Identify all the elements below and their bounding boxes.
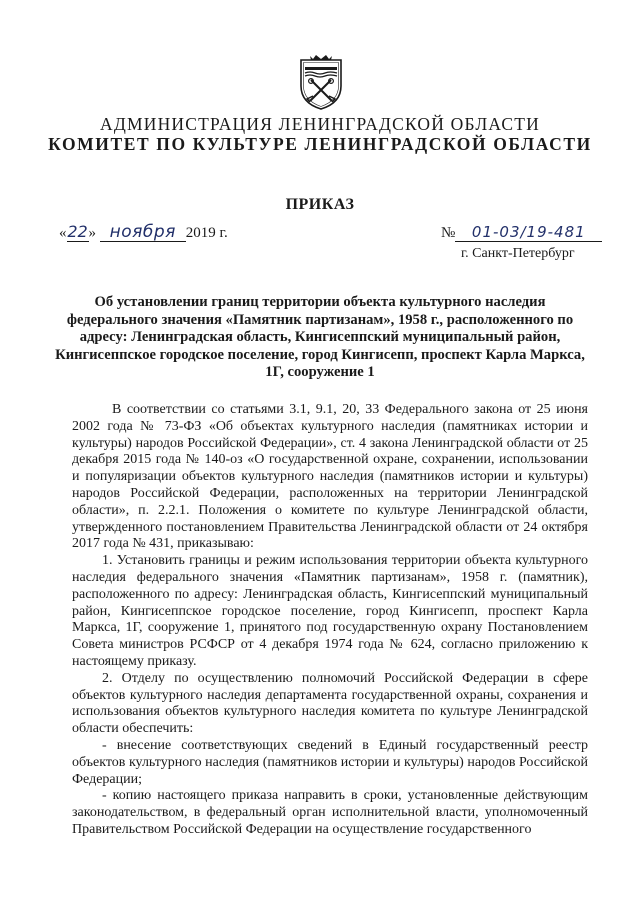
order-subject: Об установлении границ территории объекта культурного наследия федерального значения «Памятник партизанам», 1958 г., расположенного по адресу: Ленинградская область, Кингисеппский муниципальный район, Кингисеппское городское поселение, город Кингисепп, проспект Карла Маркса, 1Г, сооружение 1 — [55, 294, 585, 381]
issuing-city: г. Санкт-Петербург — [461, 246, 575, 261]
paragraph-subitem-copy: - копию настоящего приказа направить в сроки, установленные действующим законодательством, в федеральный орган исполнительной власти, уполномоченный Правительством Российской Федерации на осуществление государственного — [72, 788, 588, 837]
date-quote-close: » — [88, 225, 96, 241]
order-body — [72, 402, 588, 839]
paragraph-subitem-registry: - внесение соответствующих сведений в Единый государственный реестр объектов культурного наследия (памятников истории и культуры) народов Российской Федерации; — [72, 737, 588, 787]
number-handwritten: 01-03/19-481 — [455, 223, 602, 242]
date-month-handwritten: ноября — [100, 223, 186, 242]
document-type-title: ПРИКАЗ — [285, 196, 355, 213]
committee-name: КОМИТЕТ ПО КУЛЬТУРЕ ЛЕНИНГРАДСКОЙ ОБЛАСТИ — [48, 134, 592, 154]
date-year: 2019 г. — [185, 225, 228, 241]
paragraph-item-2: 2. Отделу по осуществлению полномочий Российской Федерации в сфере объектов культурного наследия департамента государственной охраны, сохранения и использования объектов культурного наследия комитета по культуре Ленинградской области обеспечить: — [72, 670, 588, 737]
date-quote-open: « — [59, 225, 67, 241]
order-date — [59, 223, 228, 247]
date-day-handwritten: 22 — [67, 222, 88, 241]
number-sign: № — [441, 225, 456, 241]
organization-name: АДМИНИСТРАЦИЯ ЛЕНИНГРАДСКОЙ ОБЛАСТИ — [100, 114, 540, 134]
paragraph-preamble: В соответствии со статьями 3.1, 9.1, 20, 33 Федерального закона от 25 июня 2002 года № 73-ФЗ «Об объектах культурного наследия (памятниках истории и культуры) народов Российской Федерации», ст. 4 закона Ленинградской области от 25 декабря 2015 года № 140-оз «О государственной охране, сохранении, использовании и популяризации объектов культурного наследия (памятников истории и культуры) народов Российской Федерации, расположенных на территории Ленинградской области», п. 2.2.1. Положения о комитете по культуре Ленинградской области, утвержденного постановлением Правительства Ленинградской области от 24 октября 2017 года № 431, приказываю: — [72, 402, 588, 552]
order-number — [441, 223, 602, 242]
paragraph-item-1: 1. Установить границы и режим использования территории объекта культурного наследия федерального значения «Памятник партизанам», 1958 г. (памятник), расположенного по адресу: Ленинградская область, Кингисеппский муниципальный район, Кингисеппское городское поселение, город Кингисепп, проспект Карла Маркса, 1Г, сооружение 1, принятого под государственную охрану Постановлением Совета министров РСФСР от 4 декабря 1974 года № 624, согласно приложению к настоящему приказу. — [72, 553, 588, 669]
coat-of-arms-icon — [299, 52, 343, 110]
